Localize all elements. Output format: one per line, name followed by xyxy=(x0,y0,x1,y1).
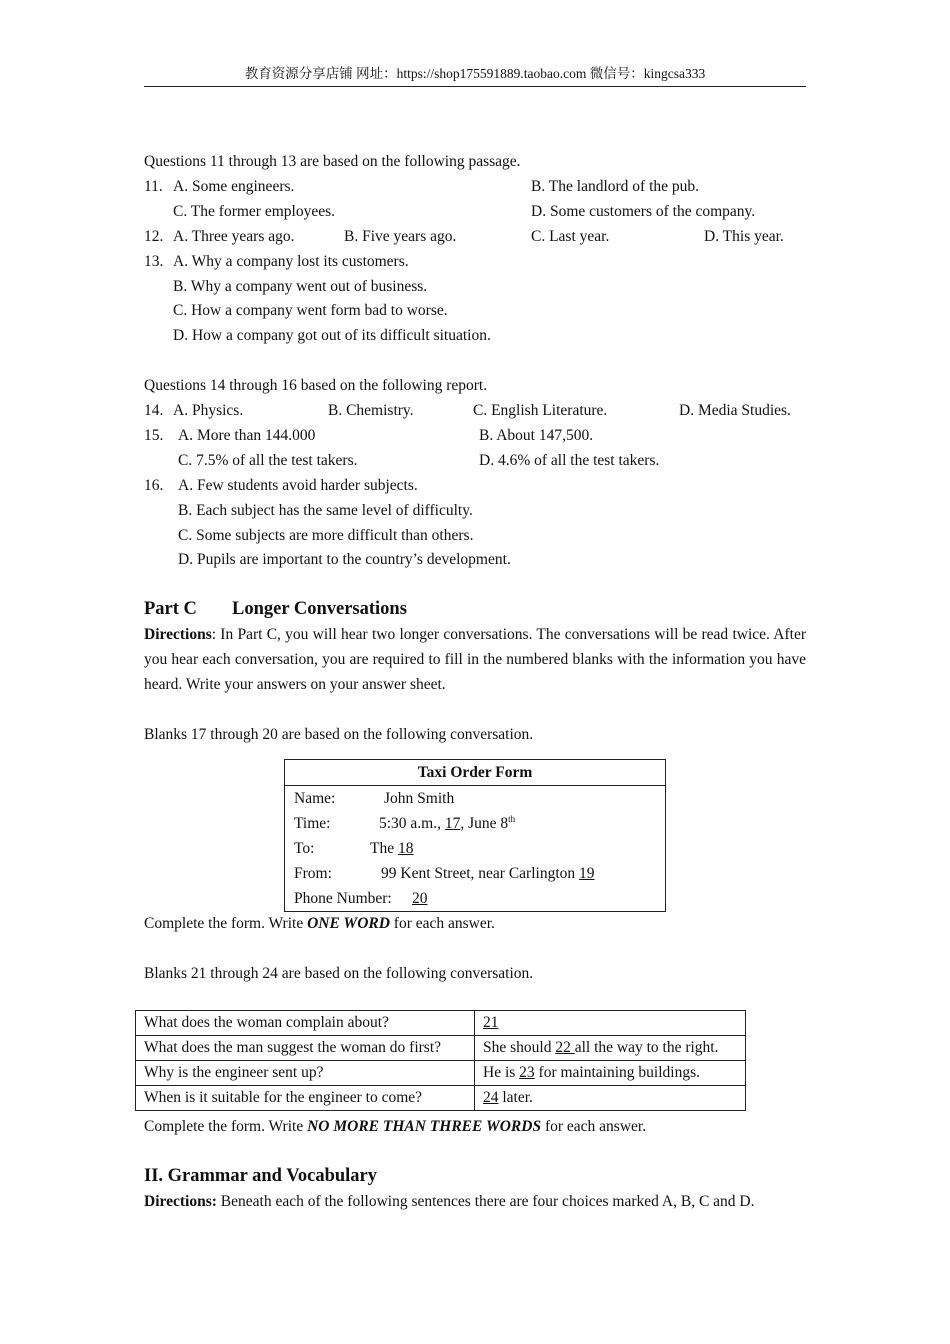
q16-number: 16. xyxy=(144,477,164,494)
q15-number: 15. xyxy=(144,427,164,444)
page-header xyxy=(144,64,806,87)
q12-option-d: D. This year. xyxy=(704,228,784,245)
row-answer-post: for maintaining buildings. xyxy=(534,1064,700,1081)
taxi-to-label: To: xyxy=(294,840,315,857)
blanks-21-24-intro: Blanks 21 through 24 are based on the following conversation. xyxy=(144,965,534,982)
q14-number: 14. xyxy=(144,402,164,419)
blank-17: 17 xyxy=(444,815,461,832)
taxi-time-sup: th xyxy=(508,813,516,824)
section-2-directions-label: Directions: xyxy=(144,1193,217,1210)
q15-option-b: B. About 147,500. xyxy=(479,427,594,444)
q13-option-c: C. How a company went form bad to worse. xyxy=(173,302,448,319)
complete2-post: for each answer. xyxy=(541,1118,647,1135)
complete2-pre: Complete the form. Write xyxy=(144,1118,308,1135)
taxi-row-from xyxy=(285,861,666,886)
row-answer-post: all the way to the right. xyxy=(574,1039,719,1056)
row-answer xyxy=(475,1036,746,1061)
row-question: When is it suitable for the engineer to come? xyxy=(136,1086,475,1111)
table-row xyxy=(136,1011,746,1036)
section-2-directions-text: Beneath each of the following sentences there are four choices marked A, B, C and D. xyxy=(216,1193,755,1210)
q13-option-b: B. Why a company went out of business. xyxy=(173,278,428,295)
taxi-from-label: From: xyxy=(294,865,332,882)
header-text: 教育资源分享店铺 网址：https://shop175591889.taobao.com 微信号：kingcsa333 xyxy=(244,66,706,81)
blank-20: 20 xyxy=(412,890,428,907)
q14-option-d: D. Media Studies. xyxy=(679,402,791,419)
complete2-emphasis: NO MORE THAN THREE WORDS xyxy=(307,1118,542,1135)
q15-option-d: D. 4.6% of all the test takers. xyxy=(479,452,660,469)
q13-option-a: A. Why a company lost its customers. xyxy=(173,253,409,270)
blanks-17-20-intro: Blanks 17 through 20 are based on the following conversation. xyxy=(144,726,534,743)
q15-option-a: A. More than 144.000 xyxy=(178,427,316,444)
q11-option-a: A. Some engineers. xyxy=(173,178,295,195)
row-answer-pre: He is xyxy=(483,1064,520,1081)
part-c-directions xyxy=(144,622,806,697)
q11-option-b: B. The landlord of the pub. xyxy=(531,178,700,195)
q14-16-intro: Questions 14 through 16 based on the following report. xyxy=(144,377,488,394)
q11-number: 11. xyxy=(144,178,163,195)
q11-option-c: C. The former employees. xyxy=(173,203,335,220)
complete1-post: for each answer. xyxy=(389,915,495,932)
taxi-order-form xyxy=(284,759,666,912)
taxi-name-value: John Smith xyxy=(384,790,455,807)
part-c-directions-label: Directions xyxy=(144,626,212,643)
q13-number: 13. xyxy=(144,253,164,270)
q11-13-intro: Questions 11 through 13 are based on the following passage. xyxy=(144,153,521,170)
blank-19: 19 xyxy=(579,865,595,882)
complete1-pre: Complete the form. Write xyxy=(144,915,308,932)
q16-option-d: D. Pupils are important to the country’s development. xyxy=(178,551,511,568)
row-answer-post: later. xyxy=(498,1089,533,1106)
table-row xyxy=(136,1061,746,1086)
taxi-row-to xyxy=(285,836,666,861)
section-2-title: II. Grammar and Vocabulary xyxy=(144,1166,377,1186)
taxi-from-pre: 99 Kent Street, near Carlington xyxy=(381,865,580,882)
q12-number: 12. xyxy=(144,228,164,245)
table-row xyxy=(136,1036,746,1061)
row-question: Why is the engineer sent up? xyxy=(136,1061,475,1086)
q14-option-b: B. Chemistry. xyxy=(328,402,414,419)
row-answer xyxy=(475,1011,746,1036)
blank-22: 22 xyxy=(555,1039,575,1056)
q15-option-c: C. 7.5% of all the test takers. xyxy=(178,452,358,469)
part-c-label: Part C xyxy=(144,599,197,619)
taxi-time-label: Time: xyxy=(294,815,331,832)
q12-option-c: C. Last year. xyxy=(531,228,610,245)
row-answer-pre: She should xyxy=(483,1039,556,1056)
taxi-time-pre: 5:30 a.m., xyxy=(379,815,445,832)
q16-option-a: A. Few students avoid harder subjects. xyxy=(178,477,418,494)
q13-option-d: D. How a company got out of its difficult situation. xyxy=(173,327,491,344)
taxi-time-post: , June 8 xyxy=(460,815,509,832)
complete1-emphasis: ONE WORD xyxy=(307,915,390,932)
q16-option-b: B. Each subject has the same level of difficulty. xyxy=(178,502,473,519)
q12-option-a: A. Three years ago. xyxy=(173,228,295,245)
taxi-row-phone xyxy=(285,886,666,912)
row-question: What does the woman complain about? xyxy=(136,1011,475,1036)
blank-24: 24 xyxy=(483,1089,499,1106)
section-2-directions xyxy=(144,1189,754,1214)
part-c-title: Longer Conversations xyxy=(232,599,407,619)
q12-option-b: B. Five years ago. xyxy=(344,228,457,245)
row-answer xyxy=(475,1061,746,1086)
complete-form-instruction-1 xyxy=(144,911,495,936)
taxi-row-time xyxy=(285,811,666,836)
q16-option-c: C. Some subjects are more difficult than others. xyxy=(178,527,474,544)
taxi-row-name xyxy=(285,786,666,812)
row-question: What does the man suggest the woman do first? xyxy=(136,1036,475,1061)
q11-option-d: D. Some customers of the company. xyxy=(531,203,756,220)
taxi-name-label: Name: xyxy=(294,790,336,807)
part-c-directions-text: : In Part C, you will hear two longer conversations. The conversations will be read twice. After you hear each conversation, you are required to fill in the numbered blanks with the information you have heard. Write your answers on your answer sheet. xyxy=(144,626,806,693)
blank-18: 18 xyxy=(397,840,414,857)
taxi-to-pre: The xyxy=(370,840,398,857)
blank-23: 23 xyxy=(519,1064,535,1081)
row-answer xyxy=(475,1086,746,1111)
q14-option-c: C. English Literature. xyxy=(473,402,608,419)
taxi-form-title: Taxi Order Form xyxy=(285,760,666,786)
blank-21: 21 xyxy=(483,1014,499,1031)
complete-form-instruction-2 xyxy=(144,1114,646,1139)
conversation-table xyxy=(135,1010,746,1111)
table-row xyxy=(136,1086,746,1111)
taxi-phone-label: Phone Number: xyxy=(294,890,392,907)
q14-option-a: A. Physics. xyxy=(173,402,244,419)
